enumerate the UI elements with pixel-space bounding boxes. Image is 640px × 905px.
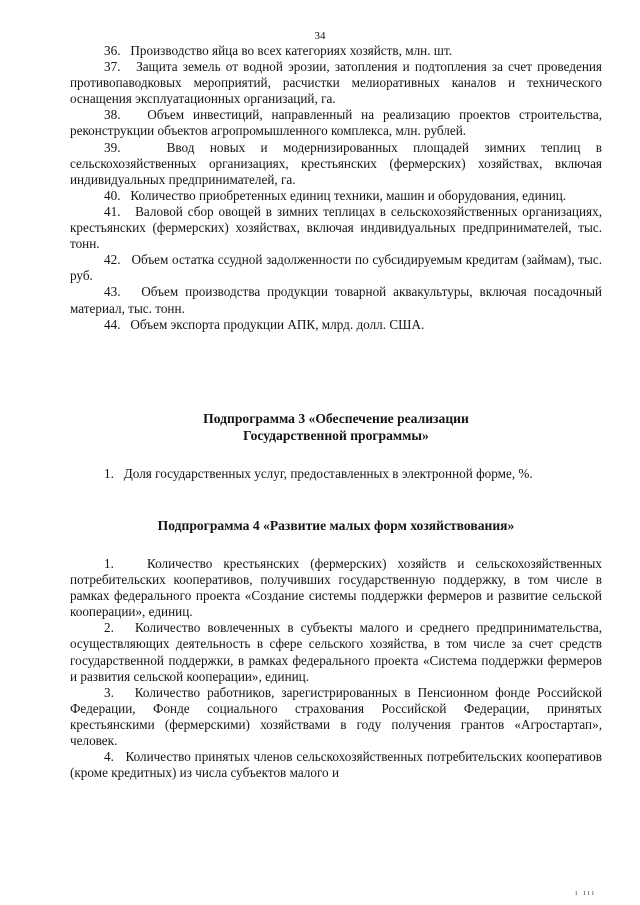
list-item [70, 620, 602, 684]
subprogram-3-section [70, 410, 602, 482]
page-number: 34 [314, 30, 326, 42]
item-text: Валовой сбор овощей в зимних теплицах в сельскохозяйственных организациях, крестьянских (фермерских) хозяйствах, включая индивидуальных предпринимателей, тыс. тонн. [70, 203, 602, 252]
list-item [70, 204, 602, 252]
subprogram-3-title-line-1: Подпрограмма 3 «Обеспечение реализации [203, 411, 469, 426]
item-number: 44. [104, 316, 121, 332]
item-number: 40. [104, 187, 121, 203]
item-number: 38. [104, 107, 121, 123]
item-text: Производство яйца во всех категориях хозяйств, млн. шт. [130, 43, 453, 58]
item-text: Объем производства продукции товарной аквакультуры, включая посадочный материал, тыс. тонн. [70, 284, 602, 316]
item-number: 3. [104, 684, 114, 700]
item-text: Количество крестьянских (фермерских) хозяйств и сельскохозяйственных потребительских кооперативов, получивших государственную поддержку, в том числе в рамках федерального проекта «Создание системы поддержки фермеров и развитие сельской кооперации», единиц. [70, 556, 603, 620]
list-item [70, 107, 602, 139]
item-number: 2. [104, 620, 114, 636]
list-item [70, 188, 602, 204]
list-item [70, 556, 602, 620]
indicator-list-top [70, 43, 602, 333]
item-text: Объем инвестиций, направленный на реализацию проектов строительства, реконструкции объектов агропромышленного комплекса, млн. рублей. [70, 107, 603, 139]
list-item [70, 43, 602, 59]
list-item [70, 685, 602, 749]
item-text: Количество принятых членов сельскохозяйственных потребительских кооперативов (кроме кредитных) из числа субъектов малого и [70, 749, 602, 781]
item-number: 4. [104, 749, 114, 765]
list-item [70, 140, 602, 188]
scan-footer-mark: ı ııı [575, 888, 596, 897]
item-number: 1. [104, 556, 114, 571]
list-item [70, 284, 602, 316]
subprogram-3-title-line-2: Государственной программы» [243, 428, 429, 443]
item-number: 39. [104, 139, 121, 155]
item-number: 42. [104, 252, 121, 268]
subprogram-4-title: Подпрограмма 4 «Развитие малых форм хозяйствования» [157, 518, 515, 533]
subprogram-4-section [70, 517, 602, 781]
subprogram-3-title [70, 410, 602, 444]
item-number: 41. [104, 203, 121, 219]
item-text: Доля государственных услуг, предоставленных в электронной форме, %. [123, 466, 533, 481]
item-text: Количество вовлеченных в субъекты малого и среднего предпринимательства, осуществляющих деятельность в сфере сельского хозяйства, в том числе за счет средств государственной поддержки, в рамках федерального проекта «Система поддержки фермеров и развития сельской кооперации», единиц. [70, 620, 602, 684]
item-text: Количество приобретенных единиц техники, машин и оборудования, единиц. [130, 187, 567, 203]
list-item [70, 252, 602, 284]
item-number: 36. [104, 43, 121, 58]
item-text: Объем остатка ссудной задолженности по субсидируемым кредитам (займам), тыс. руб. [70, 252, 603, 284]
item-text: Количество работников, зарегистрированных в Пенсионном фонде Российской Федерации, Фонде социального страхования Российской Федерации, принятых крестьянскими (фермерскими) хозяйствами в году получения грантов «Агростартап», человек. [70, 684, 603, 749]
item-text: Объем экспорта продукции АПК, млрд. долл. США. [130, 316, 425, 332]
list-item [70, 466, 602, 482]
item-number: 1. [104, 466, 114, 481]
list-item [70, 317, 602, 333]
item-number: 43. [104, 284, 121, 300]
item-text: Ввод новых и модернизированных площадей зимних теплиц в сельскохозяйственных организациях, крестьянских (фермерских) хозяйствах, включая индивидуальных предпринимателей, га. [70, 139, 603, 187]
list-item [70, 59, 602, 107]
item-number: 37. [104, 59, 121, 75]
item-text: Защита земель от водной эрозии, затопления и подтопления за счет проведения противопаводковых мероприятий, расчистки мелиоративных каналов и технического оснащения эксплуатационных организаций, га. [70, 59, 602, 107]
list-item [70, 749, 602, 781]
